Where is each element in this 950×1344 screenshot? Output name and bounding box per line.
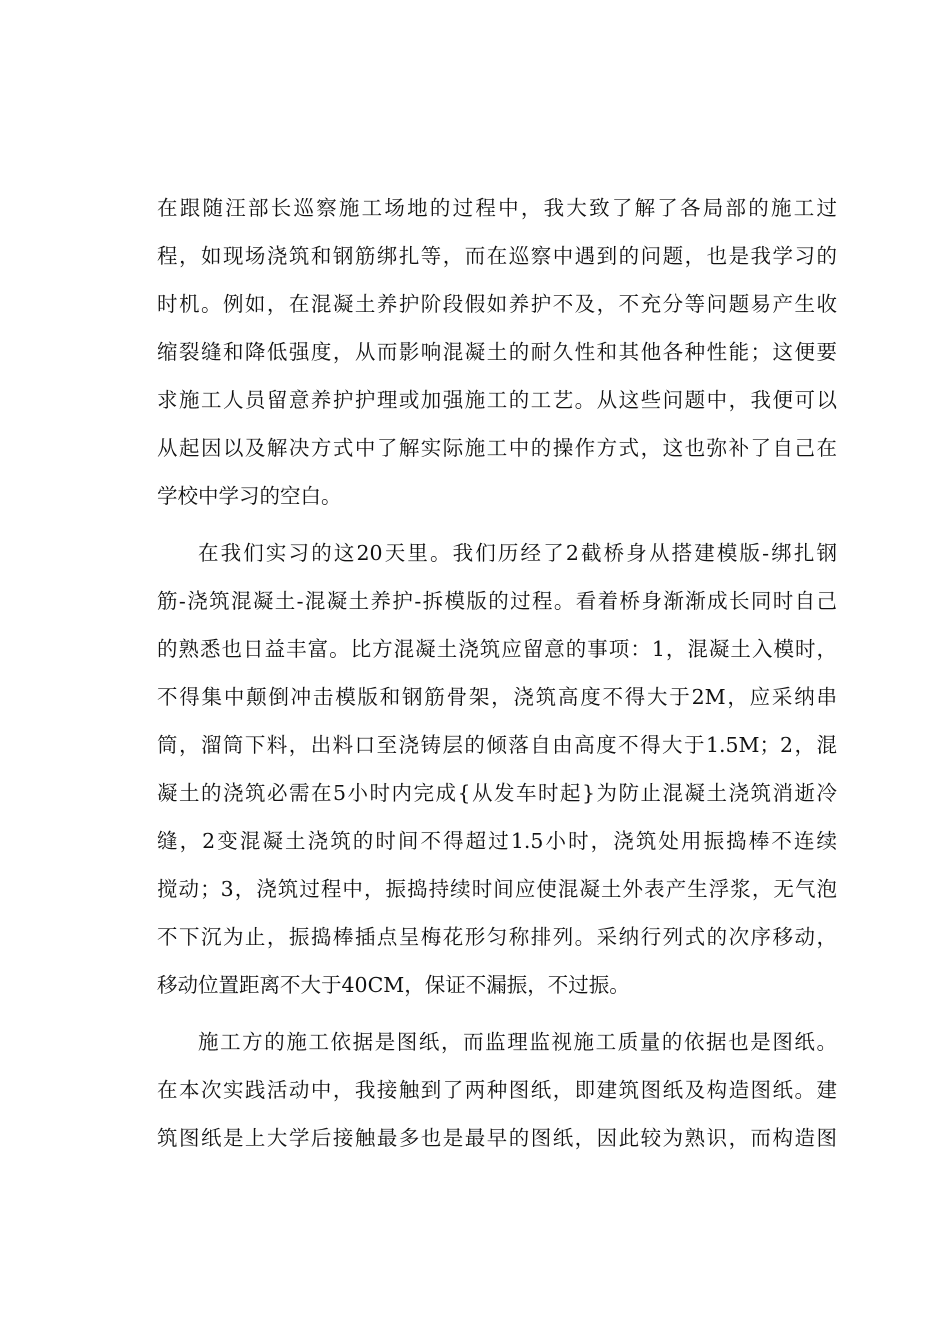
text-line: 不下沉为止，振捣棒插点呈梅花形匀称排列。采纳行列式的次序移动，: [157, 925, 837, 949]
text-line: 凝土的浇筑必需在5小时内完成{从发车时起}为防止混凝土浇筑消逝冷: [157, 781, 837, 805]
text-line: 在本次实践活动中，我接触到了两种图纸，即建筑图纸及构造图纸。建: [157, 1078, 837, 1102]
text-line: 程，如现场浇筑和钢筋绑扎等，而在巡察中遇到的问题，也是我学习的: [157, 244, 837, 268]
text-line: 的熟悉也日益丰富。比方混凝土浇筑应留意的事项：1，混凝土入模时，: [157, 637, 837, 661]
text-line: 筑图纸是上大学后接触最多也是最早的图纸，因此较为熟识，而构造图: [157, 1126, 837, 1150]
text-line: 从起因以及解决方式中了解实际施工中的操作方式，这也弥补了自己在: [157, 436, 837, 460]
text-line: 求施工人员留意养护护理或加强施工的工艺。从这些问题中，我便可以: [157, 388, 837, 412]
text-line: 不得集中颠倒冲击模版和钢筋骨架，浇筑高度不得大于2M，应采纳串: [157, 685, 837, 709]
text-line: 移动位置距离不大于40CM，保证不漏振，不过振。: [157, 973, 630, 997]
text-line: 筒，溜筒下料，出料口至浇铸层的倾落自由高度不得大于1.5M；2，混: [157, 733, 837, 757]
text-line: 在跟随汪部长巡察施工场地的过程中，我大致了解了各局部的施工过: [157, 196, 837, 220]
text-line: 施工方的施工依据是图纸，而监理监视施工质量的依据也是图纸。: [198, 1030, 837, 1054]
text-line: 学校中学习的空白。: [157, 484, 342, 508]
text-line: 在我们实习的这20天里。我们历经了2截桥身从搭建模版-绑扎钢: [198, 541, 837, 565]
text-line: 搅动；3，浇筑过程中，振捣持续时间应使混凝土外表产生浮浆，无气泡: [157, 877, 837, 901]
text-line: 时机。例如，在混凝土养护阶段假如养护不及，不充分等问题易产生收: [157, 292, 837, 316]
text-line: 缝，2变混凝土浇筑的时间不得超过1.5小时，浇筑处用振捣棒不连续: [157, 829, 837, 853]
text-line: 缩裂缝和降低强度，从而影响混凝土的耐久性和其他各种性能；这便要: [157, 340, 837, 364]
text-line: 筋-浇筑混凝土-混凝土养护-拆模版的过程。看着桥身渐渐成长同时自己: [157, 589, 837, 613]
